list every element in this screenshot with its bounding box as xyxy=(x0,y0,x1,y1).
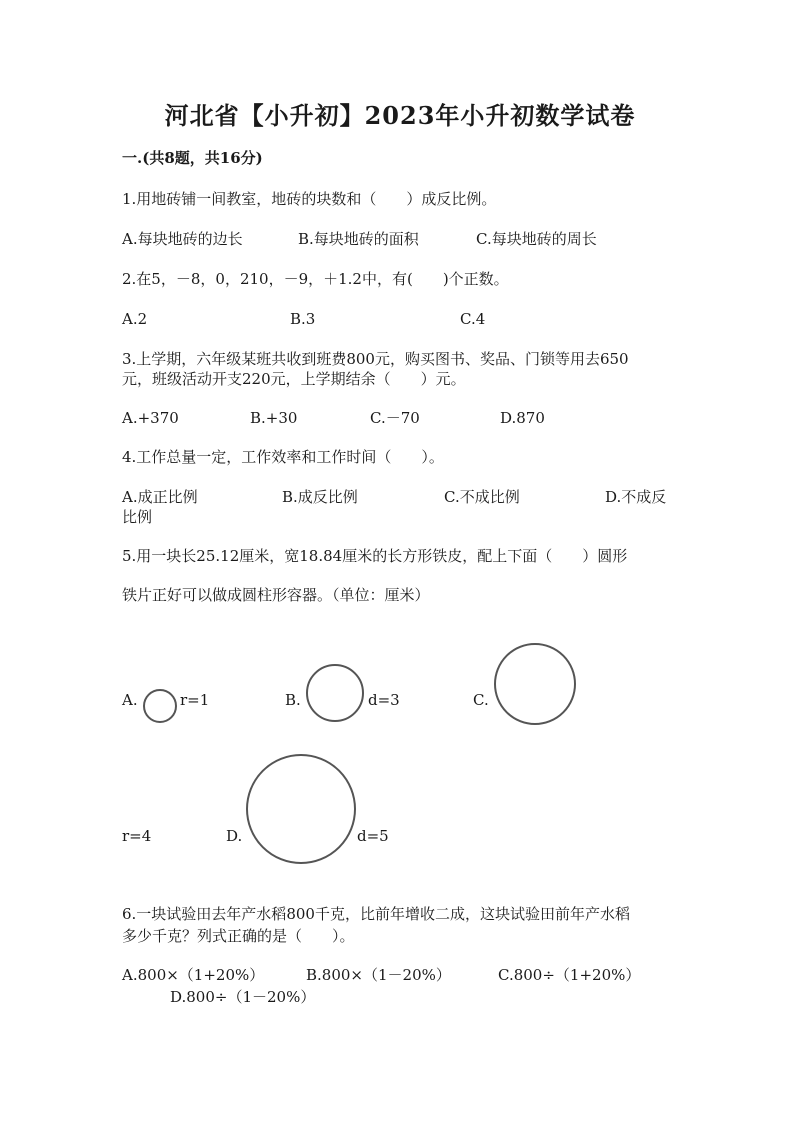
question-5-option-a-label: r=1 xyxy=(180,691,210,709)
question-3-option-c: C.－70 xyxy=(370,409,420,427)
question-6-stem-line-2: 多少千克？列式正确的是（ ）。 xyxy=(122,927,355,945)
question-5-option-b-letter: B. xyxy=(285,691,301,709)
question-1-stem: 1.用地砖铺一间教室，地砖的块数和（ ）成反比例。 xyxy=(122,190,497,208)
question-2-option-b: B.3 xyxy=(290,310,316,328)
question-5-option-d-label: d=5 xyxy=(357,827,389,845)
question-5-option-a-letter: A. xyxy=(122,691,138,709)
question-1-option-a: A.每块地砖的边长 xyxy=(122,230,243,248)
question-4-option-d-continuation: 比例 xyxy=(122,508,153,526)
question-4-option-d: D.不成反 xyxy=(605,488,667,506)
question-4-stem: 4.工作总量一定，工作效率和工作时间（ ）。 xyxy=(122,448,444,466)
question-6-option-b: B.800×（1－20%） xyxy=(306,966,451,984)
question-1-option-c: C.每块地砖的周长 xyxy=(476,230,597,248)
question-3-stem-line-2: 元，班级活动开支220元，上学期结余（ ）元。 xyxy=(122,370,466,388)
question-1-option-b: B.每块地砖的面积 xyxy=(298,230,419,248)
circle-b-shape xyxy=(306,664,364,722)
question-5-option-c-letter: C. xyxy=(473,691,489,709)
question-6-stem-line-1: 6.一块试验田去年产水稻800千克，比前年增收二成，这块试验田前年产水稻 xyxy=(122,905,630,923)
question-6-option-d: D.800÷（1－20%） xyxy=(170,988,316,1006)
question-5-option-b-label: d=3 xyxy=(368,691,400,709)
circle-c-shape xyxy=(494,643,576,725)
question-2-stem: 2.在5，－8，0，210，－9，＋1.2中，有( )个正数。 xyxy=(122,270,509,288)
question-4-option-c: C.不成比例 xyxy=(444,488,520,506)
question-5-option-c-label: r=4 xyxy=(122,827,152,845)
question-4-option-a: A.成正比例 xyxy=(122,488,198,506)
question-6-option-a: A.800×（1+20%） xyxy=(122,966,265,984)
question-3-option-d: D.870 xyxy=(500,409,545,427)
page-title: 河北省【小升初】2023年小升初数学试卷 xyxy=(164,101,636,130)
question-2-option-a: A.2 xyxy=(122,310,148,328)
question-6-option-c: C.800÷（1+20%） xyxy=(498,966,641,984)
circle-d-shape xyxy=(246,754,356,864)
question-5-stem-line-1: 5.用一块长25.12厘米，宽18.84厘米的长方形铁皮，配上下面（ ）圆形 xyxy=(122,547,628,565)
question-2-option-c: C.4 xyxy=(460,310,486,328)
section-heading: 一.(共8题，共16分) xyxy=(122,149,263,167)
question-3-option-b: B.+30 xyxy=(250,409,298,427)
question-3-stem-line-1: 3.上学期，六年级某班共收到班费800元，购买图书、奖品、门锁等用去650 xyxy=(122,350,629,368)
question-3-option-a: A.+370 xyxy=(122,409,179,427)
question-5-stem-line-2: 铁片正好可以做成圆柱形容器。（单位：厘米） xyxy=(122,586,430,604)
circle-a-shape xyxy=(143,689,177,723)
question-5-option-d-letter: D. xyxy=(226,827,243,845)
question-4-option-b: B.成反比例 xyxy=(282,488,358,506)
